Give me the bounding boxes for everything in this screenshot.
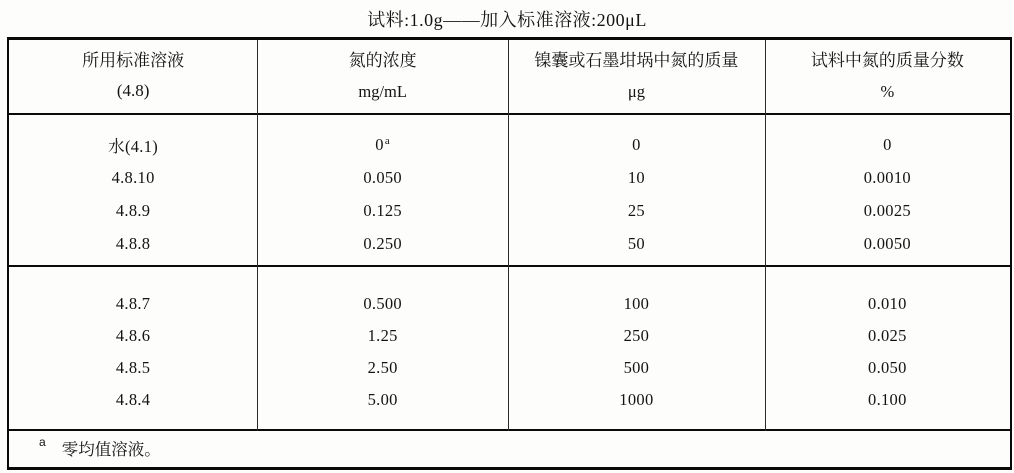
col-header-fraction-unit: % bbox=[880, 81, 895, 101]
cell-mass: 1000 bbox=[619, 390, 654, 409]
col-header-solution bbox=[9, 40, 257, 113]
cell-mass: 10 bbox=[627, 167, 645, 187]
table-group-1 bbox=[9, 115, 1010, 267]
cell-fraction: 0.0050 bbox=[863, 233, 911, 253]
footnote-text: 零均值溶液。 bbox=[61, 440, 161, 459]
column-divider bbox=[257, 40, 258, 431]
cell-concentration: 0.125 bbox=[363, 200, 402, 220]
cell-concentration: 0 a bbox=[375, 134, 391, 154]
cell-concentration: 0.250 bbox=[363, 233, 402, 253]
cell-mass: 250 bbox=[623, 326, 650, 345]
cell-fraction: 0.100 bbox=[868, 390, 907, 409]
cell-mass: 500 bbox=[623, 358, 650, 377]
footnote-marker-superscript: a bbox=[39, 435, 46, 449]
cell-concentration: 1.25 bbox=[367, 326, 398, 345]
col-header-mass bbox=[508, 40, 765, 113]
col-header-concentration-unit: mg/mL bbox=[358, 81, 407, 101]
cell-fraction: 0.025 bbox=[868, 326, 907, 345]
cell-fraction: 0.0010 bbox=[863, 167, 911, 187]
cell-solution: 4.8.6 bbox=[115, 326, 151, 345]
table-title: 试料:1.0g——加入标准溶液:200μL bbox=[367, 9, 647, 30]
cell-concentration: 2.50 bbox=[367, 358, 398, 377]
table-row bbox=[9, 194, 1010, 227]
table-row bbox=[9, 128, 1010, 161]
table-row bbox=[9, 161, 1010, 194]
col-header-concentration bbox=[257, 40, 508, 113]
table-row bbox=[9, 288, 1010, 320]
cell-concentration: 0.500 bbox=[363, 294, 402, 313]
cell-mass: 25 bbox=[627, 200, 645, 220]
cell-fraction: 0.010 bbox=[868, 294, 907, 313]
cell-fraction: 0 bbox=[883, 134, 892, 154]
table-header-row bbox=[9, 40, 1010, 115]
cell-solution: 水(4.1) bbox=[108, 136, 159, 156]
cell-concentration: 5.00 bbox=[367, 390, 398, 409]
table-group-2 bbox=[9, 267, 1010, 431]
cell-solution: 4.8.8 bbox=[115, 233, 151, 253]
col-header-fraction bbox=[765, 40, 1010, 113]
cell-solution: 4.8.10 bbox=[111, 167, 155, 187]
table-row bbox=[9, 320, 1010, 352]
cell-fraction: 0.050 bbox=[868, 358, 907, 377]
cell-fraction: 0.0025 bbox=[863, 200, 911, 220]
column-divider bbox=[765, 40, 766, 431]
cell-mass: 100 bbox=[623, 294, 650, 313]
cell-concentration-value: 0 bbox=[375, 134, 384, 154]
table-footnote bbox=[9, 431, 1010, 467]
column-divider bbox=[508, 40, 509, 431]
col-header-concentration-label: 氮的浓度 bbox=[348, 51, 417, 71]
col-header-solution-label: 所用标准溶液 bbox=[82, 50, 185, 70]
col-header-mass-label: 镍囊或石墨坩埚中氮的质量 bbox=[534, 51, 739, 71]
cell-solution: 4.8.9 bbox=[115, 200, 151, 220]
table-row bbox=[9, 352, 1010, 384]
cell-concentration: 0.050 bbox=[363, 167, 402, 187]
table-row bbox=[9, 227, 1010, 260]
col-header-solution-ref: (4.8) bbox=[116, 81, 150, 101]
table-row bbox=[9, 384, 1010, 416]
cell-mass: 0 bbox=[632, 134, 641, 154]
col-header-fraction-label: 试料中氮的质量分数 bbox=[810, 51, 964, 71]
cell-mass: 50 bbox=[627, 233, 645, 253]
document-table bbox=[7, 37, 1012, 470]
cell-solution: 4.8.4 bbox=[115, 390, 151, 409]
col-header-mass-unit: μg bbox=[627, 81, 645, 101]
cell-solution: 4.8.7 bbox=[115, 294, 151, 313]
cell-solution: 4.8.5 bbox=[115, 358, 151, 377]
